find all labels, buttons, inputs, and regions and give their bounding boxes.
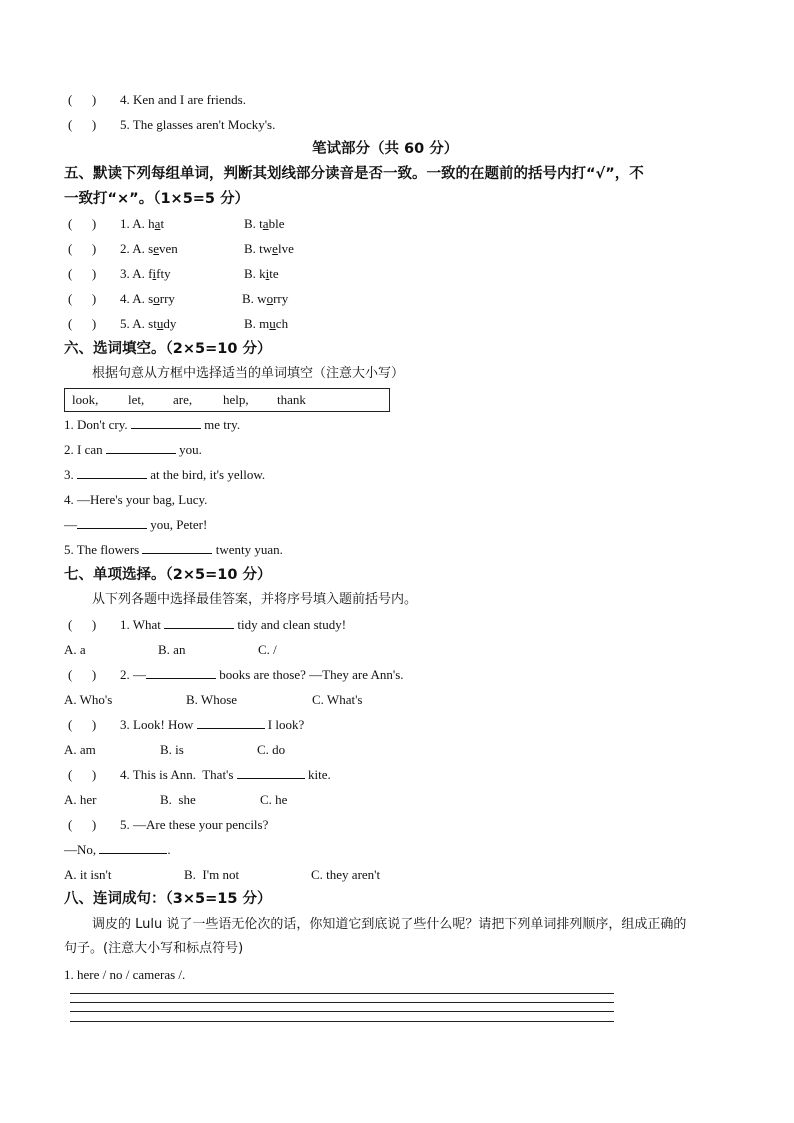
answer-paren[interactable]: ( ) (68, 767, 97, 782)
sec6-q2: 2. I can you. (64, 442, 202, 457)
answer-paren[interactable]: ( ) (68, 717, 97, 732)
answer-paren[interactable]: ( ) (68, 817, 97, 832)
answer-blank[interactable] (131, 416, 201, 429)
option-b: B. she (160, 792, 196, 807)
option-c: C. do (257, 742, 286, 757)
item-number: 2. A. (120, 241, 145, 256)
sec5-item-1 (68, 215, 285, 233)
item-number: 1. A. (120, 216, 145, 231)
answer-blank (99, 841, 167, 854)
option-c: C. he (260, 792, 288, 807)
answer-paren[interactable]: ( ) (68, 291, 97, 306)
sec8-instruction-line2: 句子。(注意大小写和标点符号) (64, 941, 244, 956)
option-a: A. a (64, 642, 86, 657)
listening-item-4 (68, 91, 246, 109)
word-b: B. worry (242, 291, 289, 306)
answer-blank (237, 766, 305, 779)
word-bank-box (64, 388, 390, 412)
sec7-q2: ( ) 2. — books are those? —They are Ann's. (68, 667, 404, 682)
word-bank-word: help, (223, 392, 249, 407)
answer-paren[interactable]: ( ) (68, 316, 97, 331)
answer-paren[interactable]: ( ) (68, 617, 97, 632)
sec5-item-4 (68, 290, 289, 308)
word-a: study (148, 316, 177, 331)
writing-line[interactable] (70, 993, 614, 994)
sec5-item-3 (68, 265, 279, 283)
sec7-q3: ( ) 3. Look! How I look? (68, 717, 305, 732)
item-text: 4. Ken and I are friends. (120, 92, 246, 107)
sec6-q3: 3. at the bird, it's yellow. (64, 467, 266, 482)
sec7-q4: ( ) 4. This is Ann. That's kite. (68, 767, 331, 782)
answer-blank[interactable] (142, 541, 212, 554)
sec6-q4a: 4. —Here's your bag, Lucy. (64, 492, 208, 507)
answer-blank[interactable] (106, 441, 176, 454)
answer-paren[interactable]: ( ) (68, 667, 97, 682)
sec7-instruction: 从下列各题中选择最佳答案，并将序号填入题前括号内。 (92, 592, 418, 607)
sec5-title-line2: 一致打“×”。（1×5=5 分） (64, 191, 250, 207)
answer-blank[interactable] (77, 516, 147, 529)
option-c: C. / (258, 642, 277, 657)
sec7-title: 七、单项选择。（2×5=10 分） (64, 567, 272, 583)
answer-paren[interactable]: ( ) (68, 92, 97, 107)
word-b: B. much (244, 316, 289, 331)
option-b: B. Whose (186, 692, 238, 707)
answer-blank (197, 716, 265, 729)
word-b: B. table (244, 216, 285, 231)
sec7-q1: ( ) 1. What tidy and clean study! (68, 617, 347, 632)
answer-paren[interactable]: ( ) (68, 216, 97, 231)
word-a: sorry (148, 291, 175, 306)
answer-paren[interactable]: ( ) (68, 241, 97, 256)
option-a: A. it isn't (64, 867, 112, 882)
written-section-header: 笔试部分（共 60 分） (312, 141, 459, 157)
writing-line[interactable] (70, 1021, 614, 1022)
answer-blank (146, 666, 216, 679)
answer-blank[interactable] (77, 466, 147, 479)
option-c: C. What's (312, 692, 363, 707)
word-bank-word: look, (72, 392, 99, 407)
option-b: B. an (158, 642, 186, 657)
writing-line[interactable] (70, 1002, 614, 1003)
writing-line[interactable] (70, 1011, 614, 1012)
option-a: A. her (64, 792, 97, 807)
option-b: B. I'm not (184, 867, 240, 882)
sec6-q4b: — you, Peter! (64, 517, 208, 532)
item-text: 5. The glasses aren't Mocky's. (120, 117, 276, 132)
word-a: seven (148, 241, 178, 256)
sec7-q5: ( ) 5. —Are these your pencils? (68, 817, 269, 832)
word-a: fifty (148, 266, 171, 281)
option-c: C. they aren't (311, 867, 381, 882)
word-bank-word: are, (173, 392, 193, 407)
item-number: 4. A. (120, 291, 145, 306)
sec6-title: 六、选词填空。（2×5=10 分） (64, 341, 272, 357)
sec6-instruction: 根据句意从方框中选择适当的单词填空（注意大小写） (92, 366, 405, 381)
listening-item-5 (68, 116, 275, 134)
option-a: A. am (64, 742, 96, 757)
answer-paren[interactable]: ( ) (68, 117, 97, 132)
option-b: B. is (160, 742, 184, 757)
sec8-title: 八、连词成句：（3×5=15 分） (64, 891, 272, 907)
answer-blank (164, 616, 234, 629)
answer-paren[interactable]: ( ) (68, 266, 97, 281)
sec5-item-5 (68, 315, 289, 333)
word-bank-word: let, (128, 392, 145, 407)
sec8-instruction-line1: 调皮的 Lulu 说了一些语无伦次的话，你知道它到底说了些什么呢？请把下列单词排列顺序，组成正确的 (92, 917, 687, 932)
word-a: hat (148, 216, 165, 231)
item-number: 5. A. (120, 316, 145, 331)
sec6-q5: 5. The flowers twenty yuan. (64, 542, 283, 557)
word-b: B. kite (244, 266, 279, 281)
sec5-item-2 (68, 240, 294, 258)
option-a: A. Who's (64, 692, 113, 707)
word-bank-word: thank (277, 392, 306, 407)
item-number: 3. A. (120, 266, 145, 281)
sec6-q1: 1. Don't cry. me try. (64, 417, 241, 432)
sec8-q1: 1. here / no / cameras /. (64, 967, 186, 982)
word-b: B. twelve (244, 241, 294, 256)
sec7-q5b: —No, . (64, 842, 171, 857)
sec5-title-line1: 五、默读下列每组单词，判断其划线部分读音是否一致。一致的在题前的括号内打“√”，不 (64, 166, 644, 182)
